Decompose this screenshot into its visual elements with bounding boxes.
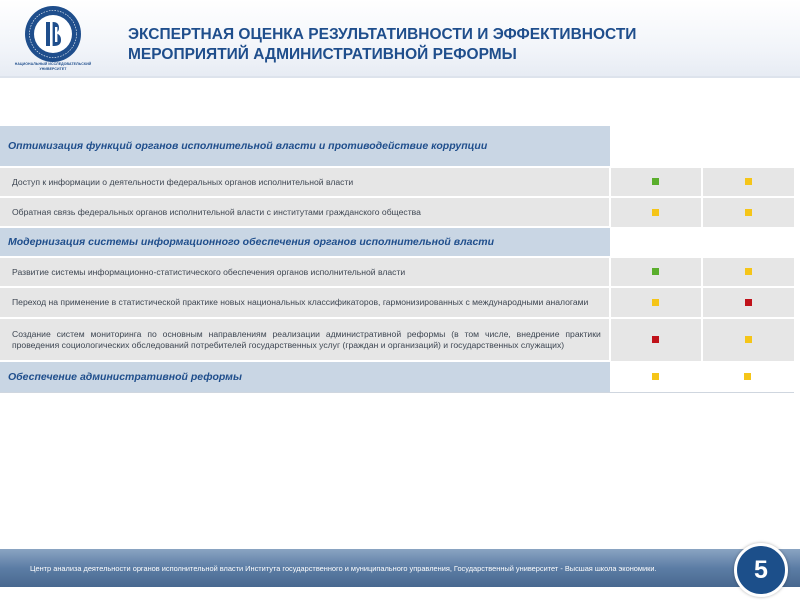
section-label: Модернизация системы информационного обеспечения органов исполнительной власти	[0, 227, 610, 257]
page-title-line-2: МЕРОПРИЯТИЙ АДМИНИСТРАТИВНОЙ РЕФОРМЫ	[128, 46, 517, 63]
item-label: Развитие системы информационно-статистического обеспечения органов исполнительной власти	[0, 257, 610, 287]
item-label: Обратная связь федеральных органов исполнительной власти с институтами гражданского общества	[0, 197, 610, 227]
rating-square-icon	[652, 209, 659, 216]
table-row	[0, 197, 794, 227]
rating-square-icon	[745, 299, 752, 306]
section-label: Оптимизация функций органов исполнительной власти и противодействие коррупции	[0, 125, 610, 167]
rating-cell-2	[702, 361, 794, 393]
table-row	[0, 257, 794, 287]
rating-cell-2	[702, 318, 794, 361]
rating-cell-1	[610, 361, 702, 393]
section-blank	[610, 227, 794, 257]
section-row	[0, 361, 794, 393]
item-label: Переход на применение в статистической практике новых национальных классификаторов, гармонизированных с международными аналогами	[0, 287, 610, 318]
rating-cell-1	[610, 167, 702, 197]
rating-square-icon	[652, 336, 659, 343]
rating-cell-2	[702, 167, 794, 197]
section-row	[0, 125, 794, 167]
page-number-badge: 5	[734, 543, 788, 597]
rating-square-icon	[652, 268, 659, 275]
rating-square-icon	[744, 373, 751, 380]
logo-caption: НАЦИОНАЛЬНЫЙ ИССЛЕДОВАТЕЛЬСКИЙ УНИВЕРСИТЕТ	[14, 62, 92, 71]
rating-cell-2	[702, 287, 794, 318]
rating-cell-1	[610, 318, 702, 361]
rating-cell-2	[702, 257, 794, 287]
footer-band	[0, 549, 800, 587]
section-row	[0, 227, 794, 257]
rating-square-icon	[652, 178, 659, 185]
footer-text: Центр анализа деятельности органов исполнительной власти Института государственного и муниципального управления, Государственный университет - Высшая школа экономики.	[30, 564, 657, 573]
table-row	[0, 167, 794, 197]
rating-cell-1	[610, 287, 702, 318]
rating-cell-1	[610, 257, 702, 287]
rating-square-icon	[652, 299, 659, 306]
page-title-line-1: ЭКСПЕРТНАЯ ОЦЕНКА РЕЗУЛЬТАТИВНОСТИ И ЭФФЕКТИВНОСТИ	[128, 26, 637, 43]
assessment-table	[0, 124, 794, 393]
rating-square-icon	[745, 178, 752, 185]
table-row	[0, 287, 794, 318]
university-logo-icon	[24, 5, 82, 63]
rating-square-icon	[745, 268, 752, 275]
rating-square-icon	[745, 336, 752, 343]
section-blank	[610, 125, 794, 167]
page-title	[128, 25, 788, 65]
rating-cell-1	[610, 197, 702, 227]
item-label: Доступ к информации о деятельности федеральных органов исполнительной власти	[0, 167, 610, 197]
table-row	[0, 318, 794, 361]
rating-square-icon	[745, 209, 752, 216]
rating-cell-2	[702, 197, 794, 227]
rating-square-icon	[652, 373, 659, 380]
header-divider	[0, 76, 800, 78]
item-label: Создание систем мониторинга по основным направлениям реализации административной реформы (в том числе, внедрение практики проведения социологических обследований потребителей государственных услуг (граждан и организаций) и государственных служащих)	[0, 318, 610, 361]
section-label: Обеспечение административной реформы	[0, 361, 610, 393]
